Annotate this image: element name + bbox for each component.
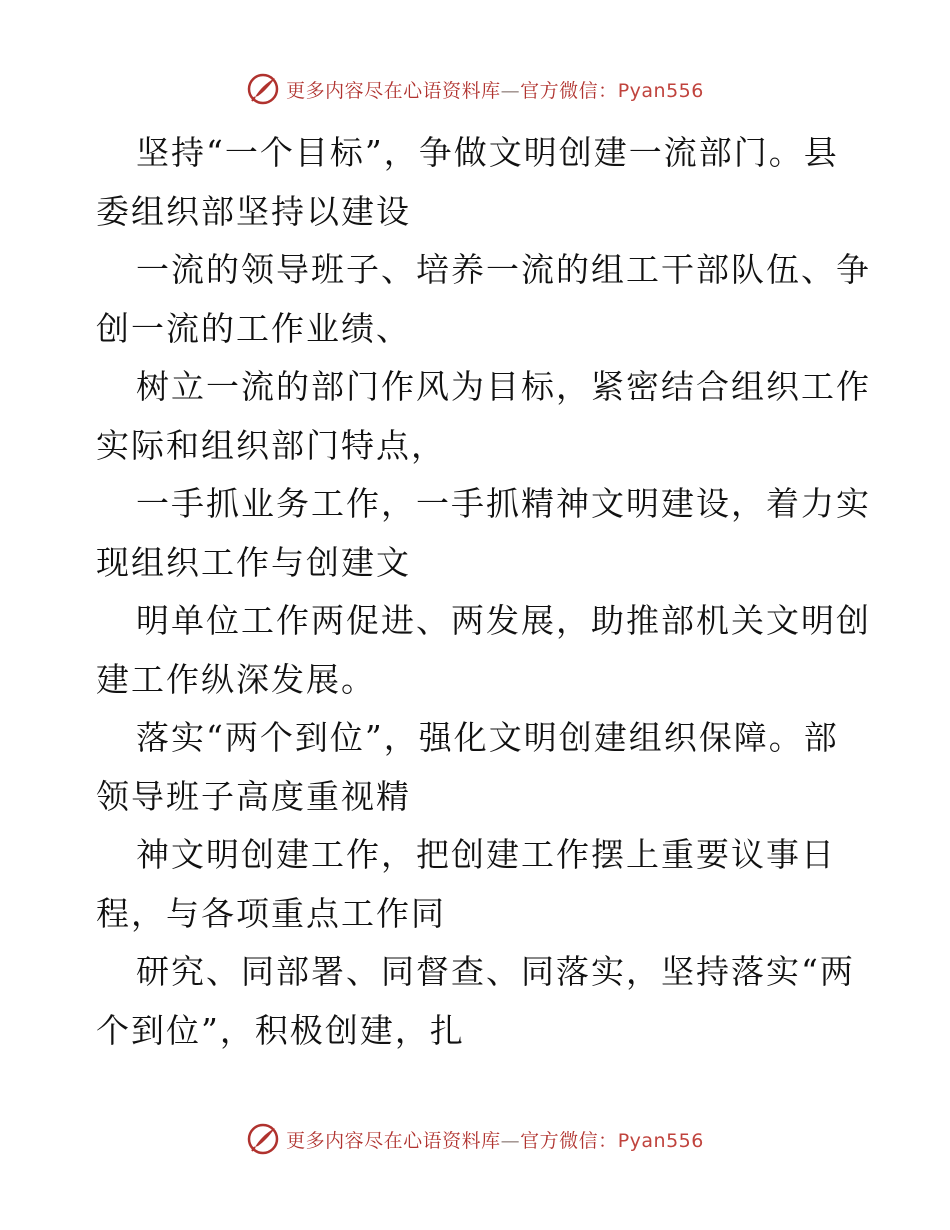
banner-wechat-label: 官方微信： xyxy=(520,79,618,102)
banner-site-name: 更多内容尽在心语资料库 xyxy=(286,1129,501,1152)
body-line: 落实“两个到位”，强化文明创建组织保障。部 xyxy=(136,718,839,757)
body-line: 建工作纵深发展。 xyxy=(96,659,376,699)
body-line: 树立一流的部门作风为目标，紧密结合组织工作 xyxy=(136,367,871,406)
banner-separator: — xyxy=(500,1129,521,1152)
banner-separator: — xyxy=(500,79,521,102)
body-line: 个到位”，积极创建，扎 xyxy=(96,1010,465,1050)
body-line: 研究、同部署、同督查、同落实，坚持落实“两 xyxy=(136,952,855,991)
body-line: 实际和组织部门特点， xyxy=(96,425,446,465)
footer-watermark-banner xyxy=(0,1122,950,1156)
document-body xyxy=(96,124,871,1060)
banner-wechat-id: Pyan556 xyxy=(617,79,704,102)
body-line: 委组织部坚持以建设 xyxy=(96,191,411,231)
quill-pen-logo-icon xyxy=(246,1122,280,1156)
body-line: 明单位工作两促进、两发展，助推部机关文明创 xyxy=(136,601,871,640)
body-line: 坚持“一个目标”，争做文明创建一流部门。县 xyxy=(136,133,839,172)
footer-banner-text xyxy=(286,1126,704,1153)
body-line: 一手抓业务工作，一手抓精神文明建设，着力实 xyxy=(136,484,871,523)
body-line: 程，与各项重点工作同 xyxy=(96,893,446,933)
body-line: 现组织工作与创建文 xyxy=(96,542,411,582)
body-line: 神文明创建工作，把创建工作摆上重要议事日 xyxy=(136,835,836,874)
body-line: 创一流的工作业绩、 xyxy=(96,308,411,348)
banner-wechat-id: Pyan556 xyxy=(617,1129,704,1152)
header-watermark-banner xyxy=(0,72,950,106)
header-banner-text xyxy=(286,76,704,103)
body-line: 领导班子高度重视精 xyxy=(96,776,411,816)
quill-pen-logo-icon xyxy=(246,72,280,106)
banner-site-name: 更多内容尽在心语资料库 xyxy=(286,79,501,102)
banner-wechat-label: 官方微信： xyxy=(520,1129,618,1152)
body-line: 一流的领导班子、培养一流的组工干部队伍、争 xyxy=(136,250,871,289)
